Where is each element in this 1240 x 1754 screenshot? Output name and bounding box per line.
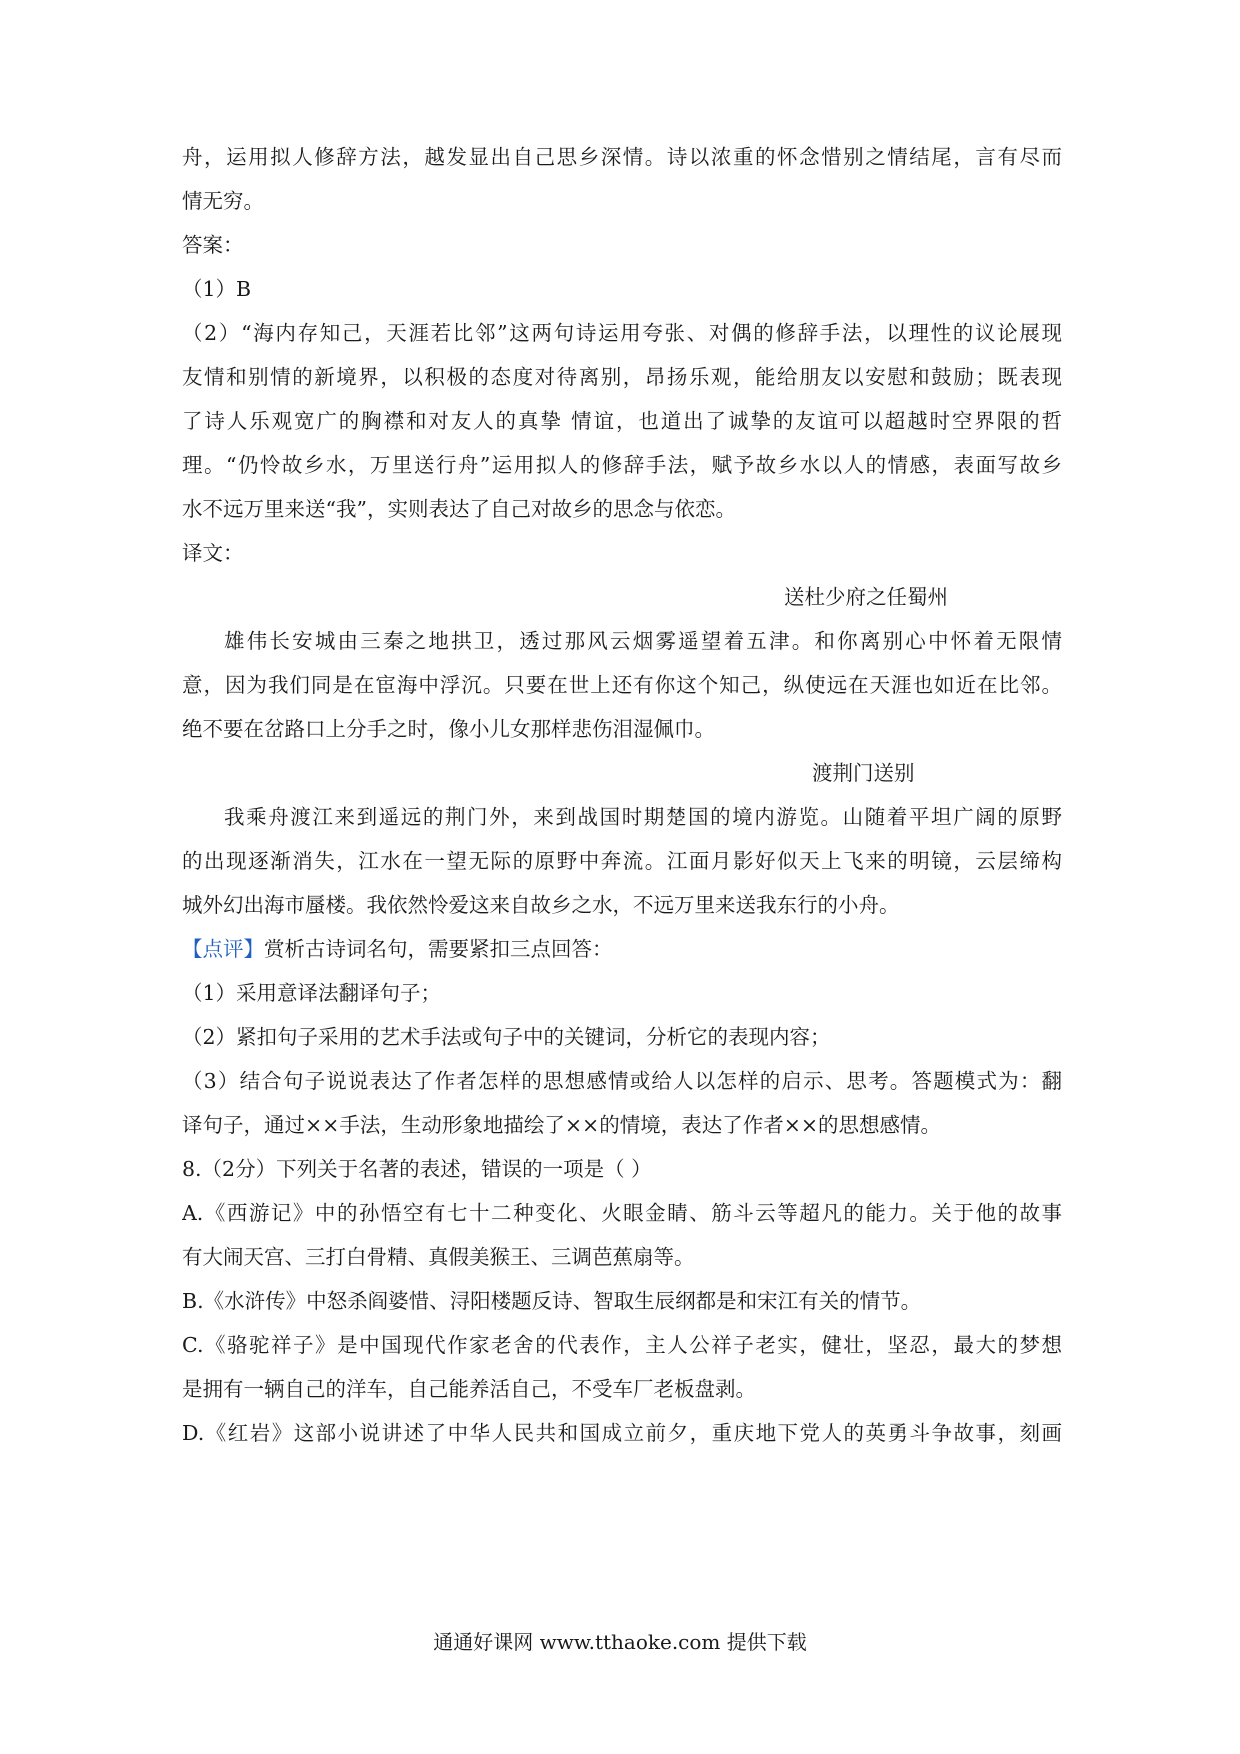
comment-tag: 【点评】 [182,937,264,961]
text-line: 了诗人乐观宽广的胸襟和对友人的真挚 情谊，也道出了诚挚的友谊可以超越时空界限的哲 [182,409,1062,433]
translation-heading: 译文： [182,541,244,565]
comment-line [182,934,1062,964]
text-line: 意，因为我们同是在宦海中浮沉。只要在世上还有你这个知己，纵使远在天涯也如近在比邻。 [182,673,1062,697]
option-c: C.《骆驼祥子》是中国现代作家老舍的代表作，主人公祥子老实，健壮，坚忍，最大的梦想 [182,1333,1062,1357]
option-a: A.《西游记》中的孙悟空有七十二种变化、火眼金睛、筋斗云等超凡的能力。关于他的故事 [182,1201,1062,1225]
option-b: B.《水浒传》中怒杀阎婆惜、浔阳楼题反诗、智取生辰纲都是和宋江有关的情节。 [182,1289,922,1313]
answer-item-1: （1）B [182,277,252,301]
text-line: 的出现逐渐消失，江水在一望无际的原野中奔流。江面月影好似天上飞来的明镜，云层缔构 [182,849,1062,873]
comment-item-2: （2）紧扣句子采用的艺术手法或句子中的关键词，分析它的表现内容； [182,1025,831,1049]
comment-item-3: （3）结合句子说说表达了作者怎样的思想感情或给人以怎样的启示、思考。答题模式为：翻 [182,1069,1062,1093]
text-line: 译句子，通过××手法，生动形象地描绘了××的情境，表达了作者××的思想感情。 [182,1113,942,1137]
translation-paragraph-1: 雄伟长安城由三秦之地拱卫，透过那风云烟雾遥望着五津。和你离别心中怀着无限情 [224,629,1062,653]
poem-title-2: 渡荆门送别 [812,761,915,785]
text-line: 友情和别情的新境界，以积极的态度对待离别，昂扬乐观，能给朋友以安慰和鼓励；既表现 [182,365,1062,389]
answer-heading: 答案： [182,233,244,257]
translation-paragraph-2: 我乘舟渡江来到遥远的荆门外，来到战国时期楚国的境内游览。山随着平坦广阔的原野 [224,805,1062,829]
answer-item-2: （2）“海内存知己，天涯若比邻”这两句诗运用夸张、对偶的修辞手法，以理性的议论展现 [182,321,1062,345]
question-8: 8.（2分）下列关于名著的表述，错误的一项是（ ） [182,1157,652,1181]
poem-title-1: 送杜少府之任蜀州 [784,585,948,609]
text-line: 水不远万里来送“我”，实则表达了自己对故乡的思念与依恋。 [182,497,736,521]
text-line: 舟，运用拟人修辞方法，越发显出自己思乡深情。诗以浓重的怀念惜别之情结尾，言有尽而 [182,145,1062,169]
page-footer: 通通好课网 www.tthaoke.com 提供下载 [433,1630,807,1654]
text-line: 有大闹天宫、三打白骨精、真假美猴王、三调芭蕉扇等。 [182,1245,695,1269]
text-line: 情无穷。 [182,189,264,213]
comment-text: 赏析古诗词名句，需要紧扣三点回答： [264,937,613,961]
text-line: 绝不要在岔路口上分手之时，像小儿女那样悲伤泪湿佩巾。 [182,717,715,741]
option-d: D.《红岩》这部小说讲述了中华人民共和国成立前夕，重庆地下党人的英勇斗争故事，刻画 [182,1421,1062,1445]
text-line: 城外幻出海市蜃楼。我依然怜爱这来自故乡之水，不远万里来送我东行的小舟。 [182,893,900,917]
text-line: 是拥有一辆自己的洋车，自己能养活自己，不受车厂老板盘剥。 [182,1377,756,1401]
comment-item-1: （1）采用意译法翻译句子； [182,981,442,1005]
text-line: 理。“仍怜故乡水，万里送行舟”运用拟人的修辞手法，赋予故乡水以人的情感，表面写故乡 [182,453,1062,477]
